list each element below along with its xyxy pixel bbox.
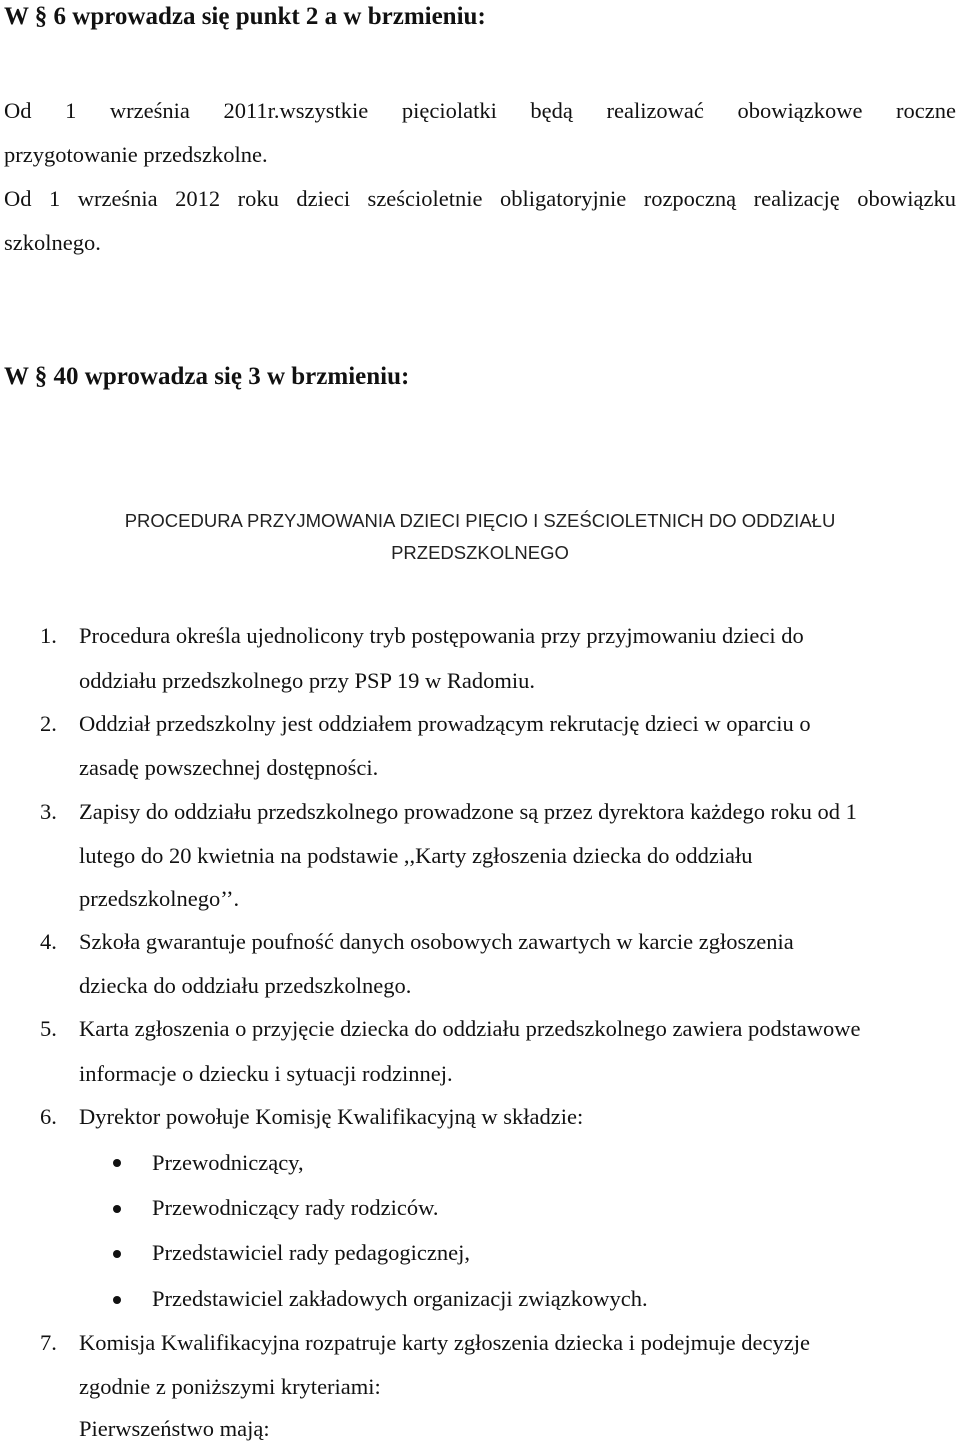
- procedure-title-line: PROCEDURA PRZYJMOWANIA DZIECI PIĘCIO I SZEŚCIOLETNICH DO ODDZIAŁU: [124, 510, 836, 531]
- committee-member: Przedstawiciel rady pedagogicznej,: [152, 1240, 470, 1265]
- list-item-text: informacje o dziecku i sytuacji rodzinnej.: [79, 1061, 453, 1086]
- list-item-number: 7.: [40, 1330, 57, 1355]
- list-item-text: Pierwszeństwo mają:: [79, 1416, 270, 1441]
- bullet-icon: [113, 1250, 121, 1258]
- list-item-text: Zapisy do oddziału przedszkolnego prowadzone są przez dyrektora każdego roku od 1: [79, 799, 857, 824]
- list-item-text: przedszkolnego’’.: [79, 886, 240, 911]
- list-item-number: 1.: [40, 623, 57, 648]
- list-item-number: 3.: [40, 799, 57, 824]
- list-item-text: lutego do 20 kwietnia na podstawie ,,Karty zgłoszenia dziecka do oddziału: [79, 843, 753, 868]
- paragraph-line: szkolnego.: [4, 230, 101, 255]
- paragraph-line: Od 1 września 2011r.wszystkie pięciolatki będą realizować obowiązkowe roczne: [4, 98, 956, 123]
- list-item-number: 6.: [40, 1104, 57, 1129]
- list-item-number: 2.: [40, 711, 57, 736]
- committee-member: Przewodniczący,: [152, 1150, 304, 1175]
- list-item-text: Karta zgłoszenia o przyjęcie dziecka do oddziału przedszkolnego zawiera podstawowe: [79, 1016, 861, 1041]
- list-item-text: Szkoła gwarantuje poufność danych osobowych zawartych w karcie zgłoszenia: [79, 929, 794, 954]
- bullet-icon: [113, 1296, 121, 1304]
- section-heading-6: W § 6 wprowadza się punkt 2 a w brzmieniu:: [4, 3, 486, 30]
- list-item-number: 5.: [40, 1016, 57, 1041]
- committee-member: Przewodniczący rady rodziców.: [152, 1195, 439, 1220]
- committee-member: Przedstawiciel zakładowych organizacji związkowych.: [152, 1286, 648, 1311]
- list-item-text: Dyrektor powołuje Komisję Kwalifikacyjną w składzie:: [79, 1104, 584, 1129]
- list-item-text: oddziału przedszkolnego przy PSP 19 w Radomiu.: [79, 668, 535, 693]
- section-heading-40: W § 40 wprowadza się 3 w brzmieniu:: [4, 363, 410, 390]
- procedure-title-line: PRZEDSZKOLNEGO: [391, 542, 569, 563]
- bullet-icon: [113, 1205, 121, 1213]
- list-item-number: 4.: [40, 929, 57, 954]
- list-item-text: Komisja Kwalifikacyjna rozpatruje karty zgłoszenia dziecka i podejmuje decyzje: [79, 1330, 810, 1355]
- list-item-text: dziecka do oddziału przedszkolnego.: [79, 973, 412, 998]
- list-item-text: Oddział przedszkolny jest oddziałem prowadzącym rekrutację dzieci w oparciu o: [79, 711, 811, 736]
- list-item-text: Procedura określa ujednolicony tryb postępowania przy przyjmowaniu dzieci do: [79, 623, 804, 648]
- list-item-text: zgodnie z poniższymi kryteriami:: [79, 1374, 381, 1399]
- paragraph-line: przygotowanie przedszkolne.: [4, 142, 268, 167]
- bullet-icon: [113, 1159, 121, 1167]
- paragraph-line: Od 1 września 2012 roku dzieci sześcioletnie obligatoryjnie rozpoczną realizację obowiązku: [4, 186, 956, 211]
- list-item-text: zasadę powszechnej dostępności.: [79, 755, 379, 780]
